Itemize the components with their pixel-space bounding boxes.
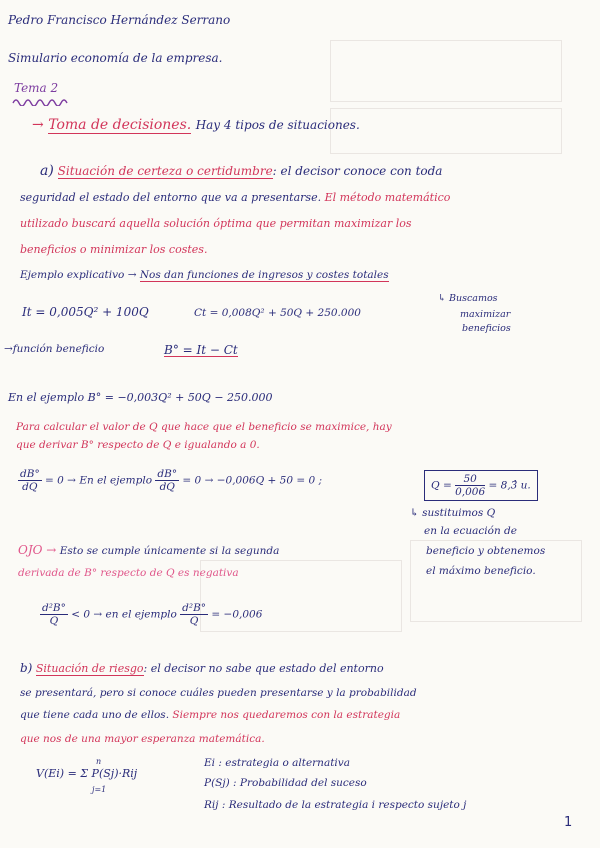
beneficio-note: beneficio y obtenemos — [426, 545, 546, 557]
buscamos-note: ↳ Buscamos — [438, 293, 498, 304]
topic-underline-squiggle — [12, 96, 68, 106]
b-heading-line: b) Situación de riesgo: el decisor no sabe que estado del entorno — [20, 661, 384, 675]
topic-title: Tema 2 — [14, 81, 59, 95]
page-number: 1 — [564, 815, 573, 830]
b-text-line-3: que tiene cada uno de ellos. Siempre nos quedaremos con la estrategia — [20, 709, 401, 721]
section-title — [32, 118, 360, 132]
derivative-fraction-example: $\frac{dB^\circ}{dQ}$ — [157, 468, 178, 494]
author-name: Pedro Francisco Hernández Serrano — [8, 13, 231, 27]
beneficios-note: beneficios — [462, 323, 511, 334]
a-text-line-3: utilizado buscará aquella solución óptima que permitan maximizar los — [20, 217, 412, 230]
def-probabilidad: P(Sj) : Probabilidad del suceso — [204, 777, 367, 789]
ojo-line-2: derivada de B° respecto de Q es negativa — [18, 567, 239, 579]
sustituimos-note: ↳ sustituimos Q — [410, 507, 496, 519]
a-title: Situación de certeza o certidumbre — [57, 164, 273, 178]
calc-line-1: Para calcular el valor de Q que hace que el beneficio se maximice, hay — [16, 421, 392, 433]
second-derivative-fraction-example: $\frac{\text{d²B°}}{Q}$ — [182, 602, 207, 628]
calc-line-2: que derivar B° respecto de Q e igualando a 0. — [16, 439, 260, 451]
sum-lower-limit: j=1 — [92, 785, 107, 794]
ecuacion-note: en la ecuación de — [424, 525, 517, 537]
ejemplo-line: Ejemplo explicativo → Nos dan funciones de ingresos y costes totales — [20, 269, 389, 281]
ejemplo-description: Nos dan funciones de ingresos y costes totales — [139, 269, 389, 281]
expected-value-formula: V(Ei) = Σ P(Sj)·Rij — [36, 767, 138, 780]
a-heading-line: a) Situación de certeza o certidumbre: el decisor conoce con toda — [40, 163, 443, 179]
second-derivative-fraction: $\frac{\text{d²B°}}{Q}$ — [42, 602, 66, 628]
derivative-fraction: $\frac{dB^\circ}{dQ}$ — [20, 468, 40, 494]
b-title: Situación de riesgo — [35, 662, 144, 675]
section-title-text: Toma de decisiones. — [48, 117, 192, 133]
ojo-line-1: OJO → Esto se cumple únicamente si la segunda — [18, 543, 280, 557]
derivative-line: $\frac{dB^\circ}{dQ}$ = 0 → En el ejemplo $\frac{dB^\circ}{dQ}$ = 0 → −0,006Q + 50 = 0 ; — [20, 468, 323, 494]
funcion-beneficio-line: →función beneficio — [4, 343, 105, 355]
ingresos-equation: It = 0,005Q² + 100Q — [22, 305, 149, 319]
b-text-line-2: se presentará, pero si conoce cuáles pueden presentarse y la probabilidad — [20, 687, 417, 699]
def-estrategia: Ei : estrategia o alternativa — [204, 757, 350, 769]
maximizar-note: maximizar — [460, 309, 511, 320]
maximo-note: el máximo beneficio. — [426, 565, 536, 577]
q-result-box: Q = $\frac{50}{0,006}$ = 8,3̂ u. — [424, 470, 538, 501]
section-title-rest: Hay 4 tipos de situaciones. — [195, 118, 360, 132]
def-resultado: Rij : Resultado de la estrategia i respecto sujeto j — [204, 799, 467, 811]
b-text-line-4: que nos de una mayor esperanza matemática. — [20, 733, 265, 745]
a-text-line-2: seguridad el estado del entorno que va a presentarse. El método matemático — [20, 191, 451, 204]
ejemplo-beneficio-equation: En el ejemplo B° = −0,003Q² + 50Q − 250.000 — [8, 391, 273, 404]
ojo-label: OJO → — [18, 543, 57, 557]
subject-line: Simulario economía de la empresa. — [8, 51, 223, 65]
arrow-glyph: → — [32, 117, 44, 133]
a-text-line-4: beneficios o minimizar los costes. — [20, 243, 208, 256]
sum-upper-limit: n — [96, 757, 102, 766]
costes-equation: Ct = 0,008Q² + 50Q + 250.000 — [194, 307, 361, 319]
funcion-beneficio-equation: B° = It − Ct — [164, 343, 238, 357]
second-derivative-line: $\frac{\text{d²B°}}{Q}$ < 0 → en el ejemplo $\frac{\text{d²B°}}{Q}$ = −0,006 — [42, 602, 263, 628]
